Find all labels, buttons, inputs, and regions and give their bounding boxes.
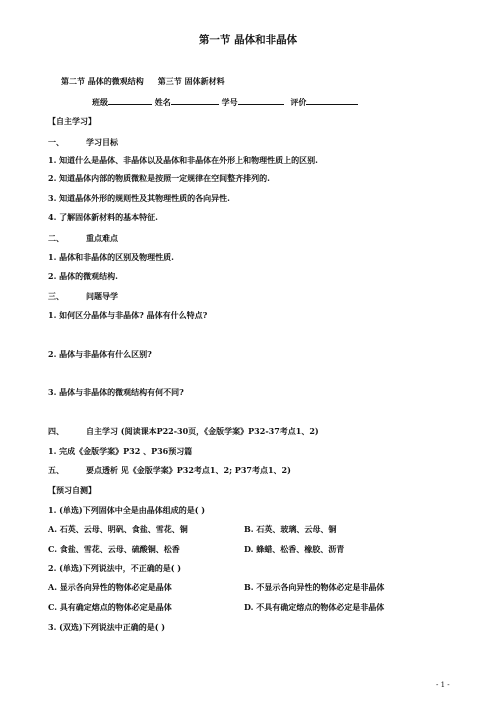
subtitle-section-2: 第二节 晶体的微观结构 [61, 76, 144, 86]
heading-self-study [48, 426, 319, 436]
heading-key-analysis-label: 要点透析 见《金版学案》P32考点1、2; P37考点1、2) [86, 465, 291, 475]
heading-goals-label: 学习目标 [86, 137, 118, 147]
q2-stem: 2. (单选)下列说法中，不正确的是( ) [48, 563, 182, 573]
heading-goals [48, 137, 118, 147]
id-label: 学号 [221, 97, 238, 107]
id-blank[interactable] [238, 96, 284, 105]
heading-questions-label: 问题导学 [86, 291, 118, 301]
q3-stem: 3. (双选)下列说法中正确的是( ) [48, 622, 166, 632]
class-blank[interactable] [108, 96, 152, 105]
goal-item: 3. 知道晶体外形的规则性及其物理性质的各向异性. [48, 193, 230, 203]
q2-option-a: A. 显示各向异性的物体必定是晶体 [48, 582, 172, 592]
name-label: 姓名 [154, 97, 171, 107]
heading-key-analysis-num: 五、 [48, 465, 64, 475]
q1-option-a: A. 石英、云母、明矾、食盐、雪花、铜 [48, 524, 188, 534]
q1-stem: 1. (单选)下列固体中全是由晶体组成的是( ) [48, 505, 206, 515]
q2-option-c: C. 具有确定熔点的物体必定是晶体 [48, 602, 172, 612]
self-study-task: 1. 完成《金版学案》P32 、P36预习篇 [48, 446, 193, 456]
name-blank[interactable] [171, 96, 219, 105]
key-item: 2. 晶体的微观结构. [48, 271, 118, 281]
heading-keys-label: 重点难点 [86, 233, 118, 243]
subtitle-section-3: 第三节 固体新材料 [157, 76, 225, 86]
q2-option-b: B. 不显示各向异性的物体必定是非晶体 [244, 582, 385, 592]
eval-label: 评价 [290, 97, 307, 107]
goal-item: 1. 知道什么是晶体、非晶体以及晶体和非晶体在外形上和物理性质上的区别. [48, 155, 318, 165]
q1-option-b: B. 石英、玻璃、云母、铜 [244, 524, 337, 534]
heading-key-analysis [48, 465, 291, 475]
subtitle-line [61, 76, 225, 86]
pretest-heading: 【预习自测】 [48, 485, 96, 495]
heading-keys-num: 二、 [48, 233, 64, 243]
q1-option-d: D. 蜂蜡、松香、橡胶、沥青 [244, 544, 345, 554]
class-label: 班级 [92, 97, 108, 107]
student-info-line [92, 96, 358, 107]
heading-self-study-label: 自主学习 (阅读课本P22-30页，《金版学案》P32-37考点1、2) [86, 426, 319, 436]
question-item: 1. 如何区分晶体与非晶体? 晶体有什么特点? [48, 310, 208, 320]
page-title: 第一节 晶体和非晶体 [198, 34, 298, 46]
q1-option-c: C. 食盐、雪花、云母、硫酸铜、松香 [48, 544, 180, 554]
heading-questions [48, 291, 118, 301]
q2-option-d: D. 不具有确定熔点的物体必定是非晶体 [244, 602, 385, 612]
heading-keys [48, 233, 118, 243]
goal-item: 4. 了解固体新材料的基本特征. [48, 212, 158, 222]
page-number: - 1 - [436, 681, 450, 689]
question-item: 2. 晶体与非晶体有什么区别? [48, 349, 152, 359]
heading-goals-num: 一、 [48, 137, 64, 147]
heading-self-study-num: 四、 [48, 426, 64, 436]
question-item: 3. 晶体与非晶体的微观结构有何不同? [48, 387, 184, 397]
heading-questions-num: 三、 [48, 291, 64, 301]
eval-blank[interactable] [306, 96, 358, 105]
self-study-heading: 【自主学习】 [48, 116, 96, 126]
goal-item: 2. 知道晶体内部的物质微粒是按照一定规律在空间整齐排列的. [48, 173, 270, 183]
key-item: 1. 晶体和非晶体的区别及物理性质. [48, 252, 174, 262]
